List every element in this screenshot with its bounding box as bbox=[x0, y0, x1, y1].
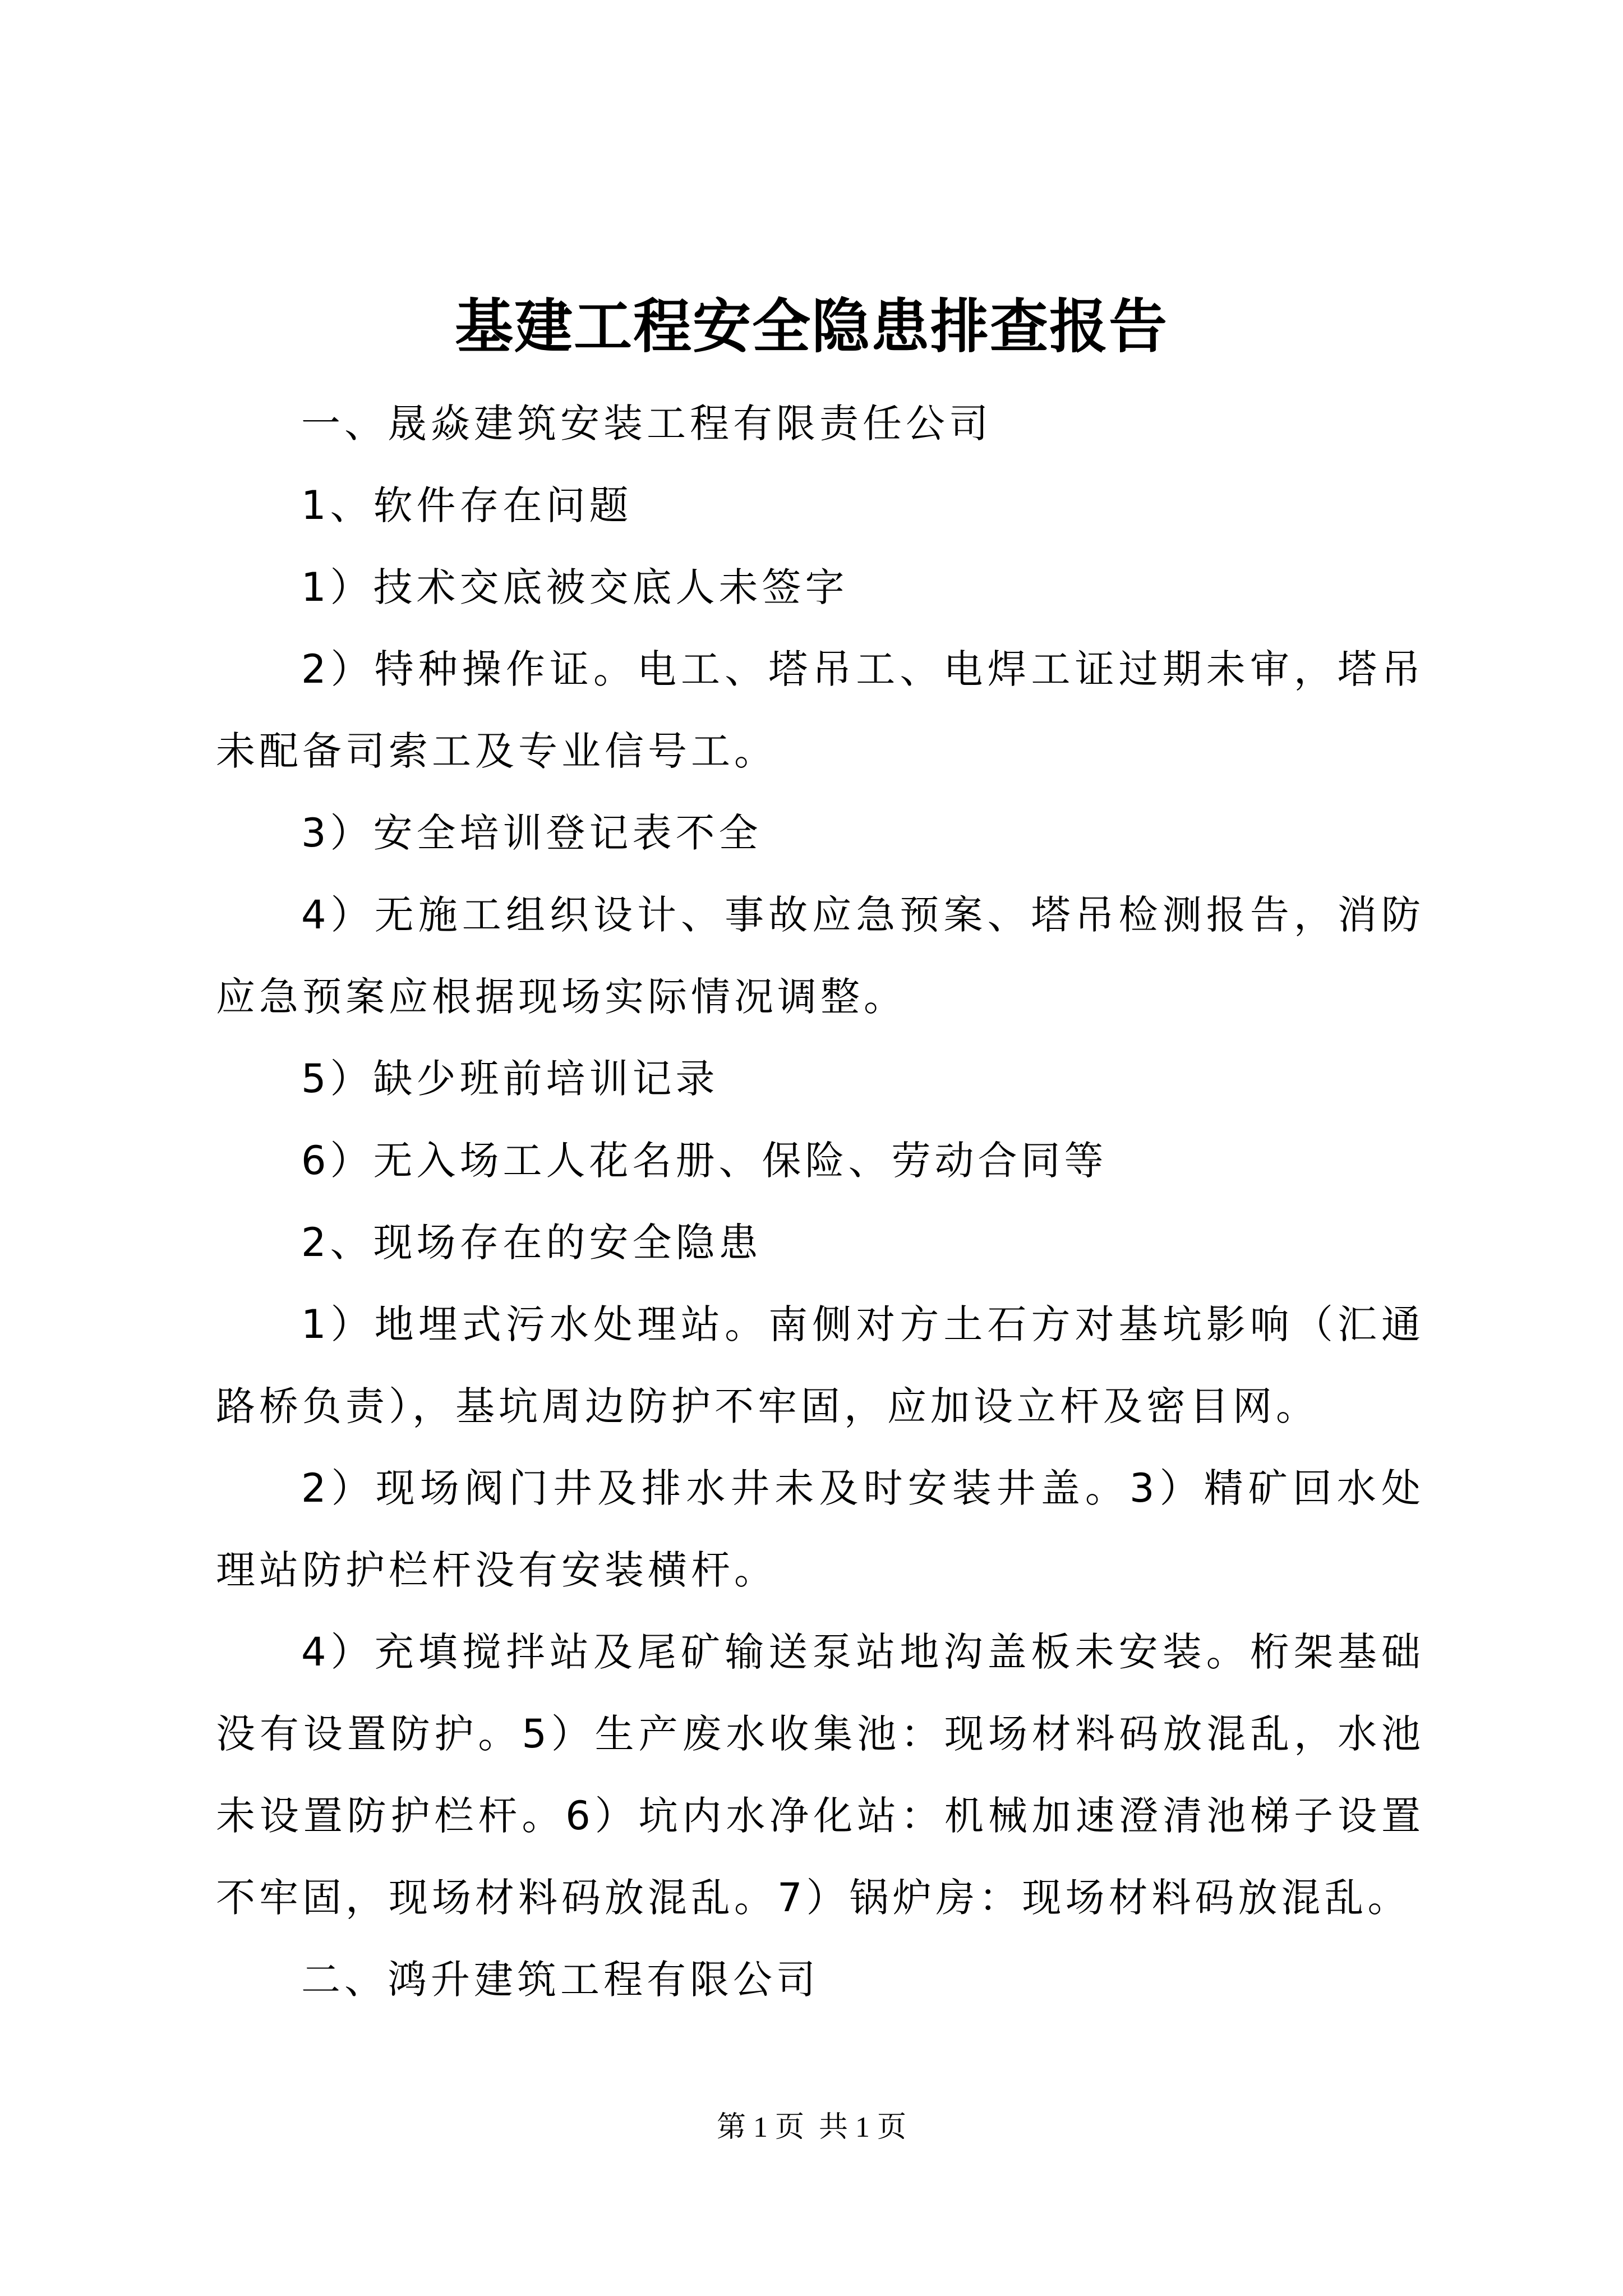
list-item: 2）特种操作证。电工、塔吊工、电焊工证过期未审，塔吊未配备司索工及专业信号工。 bbox=[216, 646, 1424, 774]
page-footer bbox=[0, 2108, 1623, 2147]
list-item: 5）缺少班前培训记录 bbox=[301, 1056, 719, 1102]
list-item: 2）现场阀门井及排水井未及时安装井盖。3）精矿回水处理站防护栏杆没有安装横杆。 bbox=[216, 1465, 1424, 1593]
list-item: 1）地埋式污水处理站。南侧对方土石方对基坑影响（汇通路桥负责），基坑周边防护不牢固，应加设立杆及密目网。 bbox=[216, 1301, 1424, 1429]
list-item: 4）充填搅拌站及尾矿输送泵站地沟盖板未安装。桁架基础没有设置防护。5）生产废水收集池：现场材料码放混乱，水池未设置防护栏杆。6）坑内水净化站：机械加速澄清池梯子设置不牢固，现场材料码放混乱。7）锅炉房：现场材料码放混乱。 bbox=[216, 1629, 1424, 1921]
list-item: 1）技术交底被交底人未签字 bbox=[301, 564, 849, 610]
section-heading-company-1: 一、晟焱建筑安装工程有限责任公司 bbox=[301, 401, 992, 447]
list-item: 3）安全培训登记表不全 bbox=[301, 810, 762, 856]
page-number: 第 1 页 共 1 页 bbox=[716, 2111, 906, 2143]
list-item: 4）无施工组织设计、事故应急预案、塔吊检测报告，消防应急预案应根据现场实际情况调整。 bbox=[216, 892, 1424, 1020]
subsection-heading-site-hazards: 2、现场存在的安全隐患 bbox=[301, 1220, 762, 1266]
subsection-heading-software: 1、软件存在问题 bbox=[301, 482, 633, 528]
document-body bbox=[216, 383, 1424, 2021]
document-title: 基建工程安全隐患排查报告 bbox=[454, 292, 1168, 361]
section-heading-company-2: 二、鸿升建筑工程有限公司 bbox=[301, 1957, 819, 2003]
list-item: 6）无入场工人花名册、保险、劳动合同等 bbox=[301, 1138, 1108, 1184]
